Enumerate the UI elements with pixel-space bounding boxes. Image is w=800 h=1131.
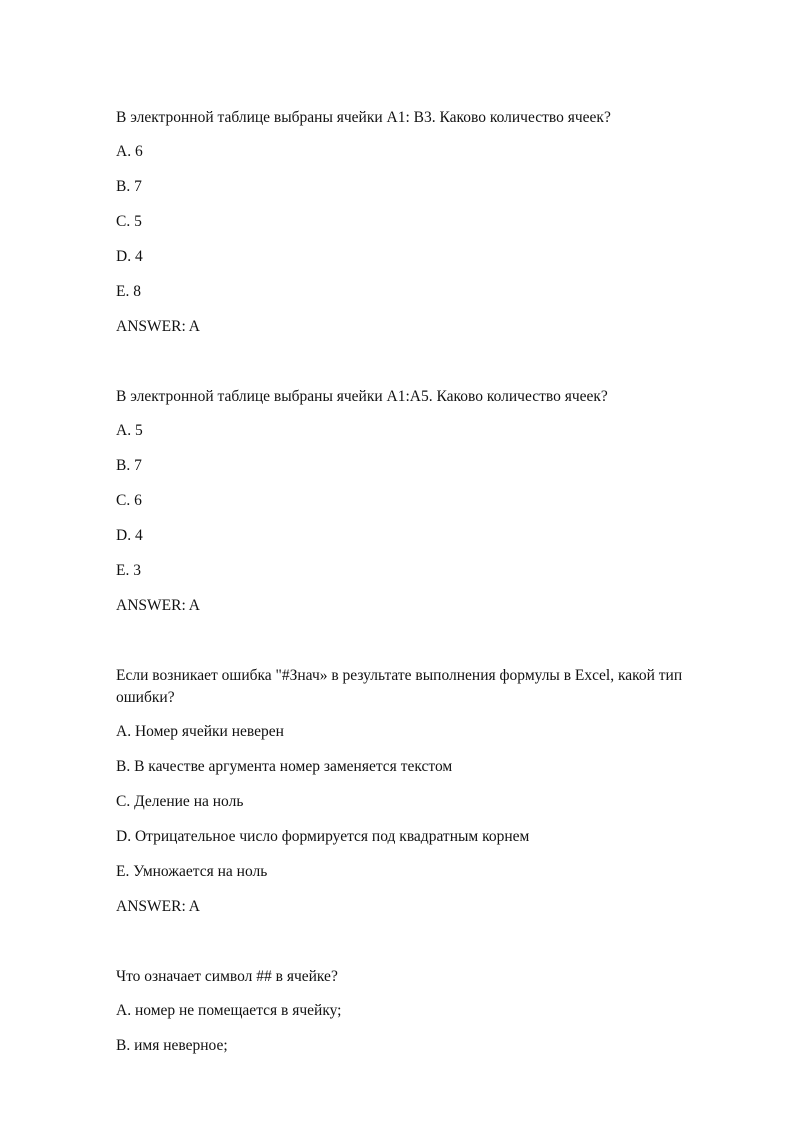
question-text: В электронной таблице выбраны ячейки A1: B3. Каково количество ячеек? bbox=[116, 109, 611, 126]
option-b: B. 7 bbox=[116, 457, 142, 474]
option-e: E. Умножается на ноль bbox=[116, 863, 268, 880]
question-text: В электронной таблице выбраны ячейки A1:A5. Каково количество ячеек? bbox=[116, 388, 608, 405]
question-text: Если возникает ошибка "#Знач» в результате выполнения формулы в Excel, какой тип ошибки? bbox=[116, 667, 683, 706]
question-block-2 bbox=[116, 386, 726, 617]
option-e: E. 8 bbox=[116, 283, 141, 300]
option-c: C. Деление на ноль bbox=[116, 793, 244, 810]
option-a: A. 5 bbox=[116, 422, 143, 439]
option-c: C. 6 bbox=[116, 492, 142, 509]
question-text: Что означает символ ## в ячейке? bbox=[116, 968, 338, 985]
option-d: D. 4 bbox=[116, 527, 143, 544]
question-block-3 bbox=[116, 665, 726, 918]
answer-line: ANSWER: A bbox=[116, 318, 200, 335]
spacer bbox=[116, 617, 726, 665]
option-b: B. имя неверное; bbox=[116, 1037, 228, 1054]
option-a: A. номер не помещается в ячейку; bbox=[116, 1002, 342, 1019]
option-b: B. В качестве аргумента номер заменяется текстом bbox=[116, 758, 453, 775]
spacer bbox=[116, 918, 726, 966]
option-a: A. Номер ячейки неверен bbox=[116, 723, 284, 740]
document-page bbox=[116, 107, 726, 1070]
option-d: D. 4 bbox=[116, 248, 143, 265]
option-a: A. 6 bbox=[116, 143, 143, 160]
option-c: C. 5 bbox=[116, 213, 142, 230]
spacer bbox=[116, 338, 726, 386]
answer-line: ANSWER: A bbox=[116, 898, 200, 915]
option-b: B. 7 bbox=[116, 178, 142, 195]
question-block-4 bbox=[116, 966, 726, 1057]
answer-line: ANSWER: A bbox=[116, 597, 200, 614]
question-block-1 bbox=[116, 107, 726, 338]
option-d: D. Отрицательное число формируется под квадратным корнем bbox=[116, 828, 530, 845]
option-e: E. 3 bbox=[116, 562, 141, 579]
